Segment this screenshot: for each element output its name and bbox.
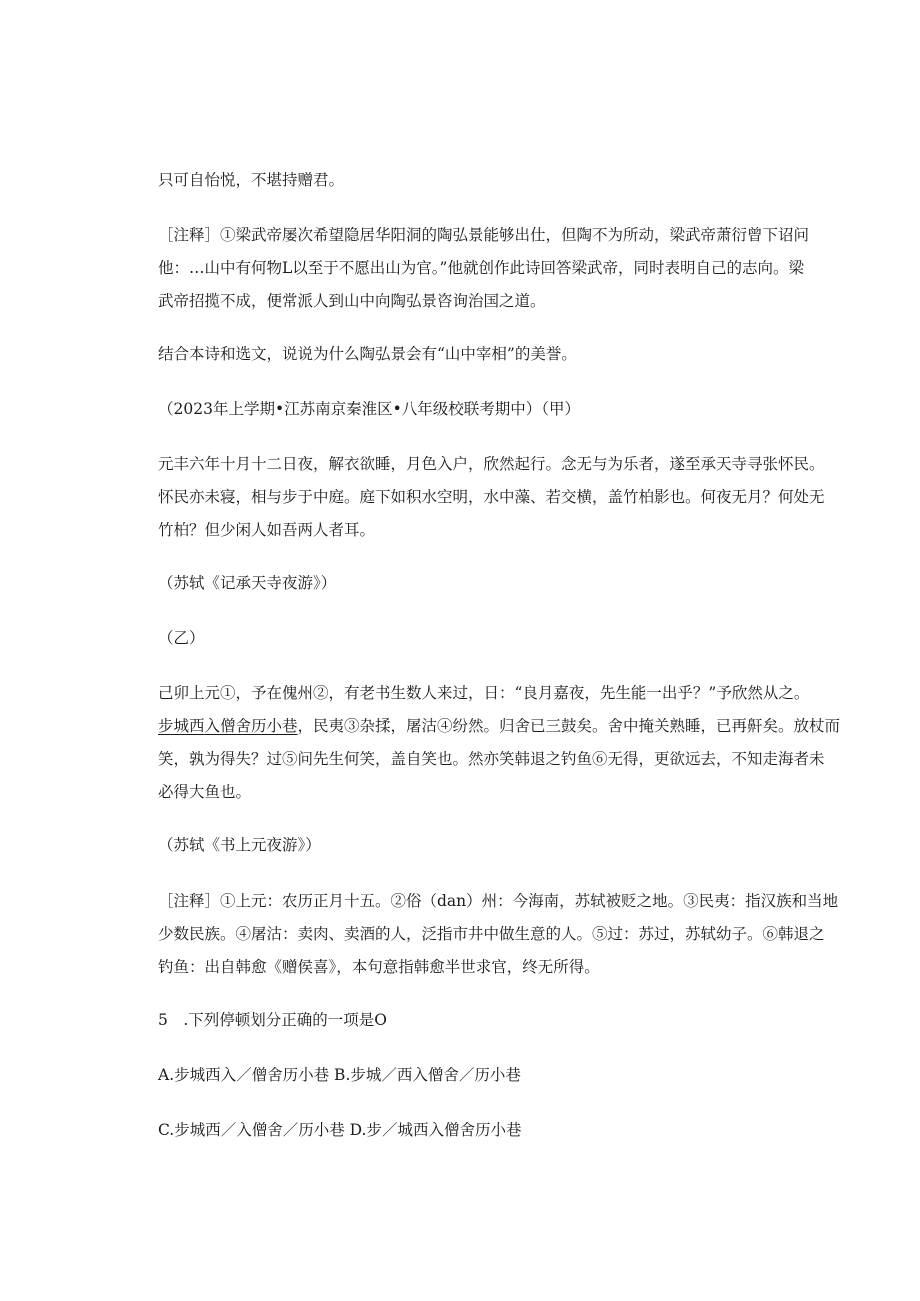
question-5-options-text: A.步城西入／僧舍历小巷 B.步城／西入僧舍／历小巷 — [158, 1066, 521, 1084]
question-5-options-row-2 — [158, 1114, 838, 1147]
attribution-a-text: （苏轼《记承天寺夜游》） — [158, 574, 337, 592]
passage-b-line — [158, 710, 841, 743]
label-b-text: （乙） — [158, 629, 205, 647]
note-2-line: ［注释］①上元：农历正月十五。②俗（dan）州：今海南，苏轼被贬之地。③民夷：指汉族和当地 — [158, 892, 839, 910]
note-1-line: ［注释］①梁武帝屡次希望隐居华阳洞的陶弘景能够出仕，但陶不为所动，梁武帝萧衍曾下诏问 — [158, 226, 810, 244]
passage-b — [158, 677, 841, 809]
attribution-a — [158, 567, 838, 600]
note-2-line: 少数民族。④屠沽：卖肉、卖酒的人，泛指市井中做生意的人。⑤过：苏过，苏轼幼子。⑥韩退之 — [158, 925, 825, 943]
passage-b-line-rest: ，民夷③杂揉，屠沽④纷然。归舍已三鼓矣。舍中掩关熟睡，已再鼾矣。放杖而 — [297, 717, 841, 735]
poem-tail-text: 只可自怡悦，不堪持赠君。 — [158, 171, 345, 189]
previous-question — [158, 338, 838, 371]
question-5-stem-text: 5 .下列停顿划分正确的一项是O — [158, 1011, 387, 1029]
previous-question-text: 结合本诗和选文，说说为什么陶弘景会有“山中宰相”的美誉。 — [158, 345, 577, 363]
poem-tail — [158, 164, 838, 197]
passage-a-line: 元丰六年十月十二日夜，解衣欲睡，月色入户，欣然起行。念无与为乐者，遂至承天寺寻张怀民。 — [158, 455, 825, 473]
source-line-text: （2023年上学期•江苏南京秦淮区•八年级校联考期中）（甲） — [158, 400, 580, 418]
attribution-b-text: （苏轼《书上元夜游》） — [158, 836, 321, 854]
note-2 — [158, 885, 838, 984]
question-5-options-text: C.步城西／入僧舍／历小巷 D.步／城西入僧舍历小巷 — [158, 1121, 522, 1139]
passage-a-line: 怀民亦未寝，相与步于中庭。庭下如积水空明，水中藻、若交横，盖竹柏影也。何夜无月？何处无 — [158, 488, 825, 506]
source-line — [158, 393, 838, 426]
note-1-line: 武帝招揽不成，便常派人到山中向陶弘景咨询治国之道。 — [158, 292, 546, 310]
passage-a-line: 竹柏？但少闲人如吾两人者耳。 — [158, 521, 376, 539]
passage-b-line: 己卯上元①，予在傀州②，有老书生数人来过，日：“良月嘉夜，先生能一出乎？”予欣然从之。 — [158, 684, 810, 702]
passage-b-line: 笑，孰为得失？过⑤问先生何笑，盖自笑也。然亦笑韩退之钓鱼⑥无得，更欲远去，不知走海者未 — [158, 750, 825, 768]
note-1-line: 他：…山中有何物L以至于不愿出山为官。”他就创作此诗回答梁武帝，同时表明自己的志向。梁 — [158, 259, 804, 277]
question-5-options-row-1 — [158, 1059, 838, 1092]
note-1 — [158, 219, 838, 318]
underlined-phrase: 步城西入僧舍历小巷 — [158, 717, 298, 735]
note-2-line: 钓鱼：出自韩愈《赠侯喜》，本句意指韩愈半世求官，终无所得。 — [158, 958, 600, 976]
question-5-stem — [158, 1004, 838, 1037]
attribution-b — [158, 829, 838, 862]
passage-a — [158, 448, 838, 547]
label-b — [158, 622, 838, 655]
passage-b-line: 必得大鱼也。 — [158, 783, 252, 801]
